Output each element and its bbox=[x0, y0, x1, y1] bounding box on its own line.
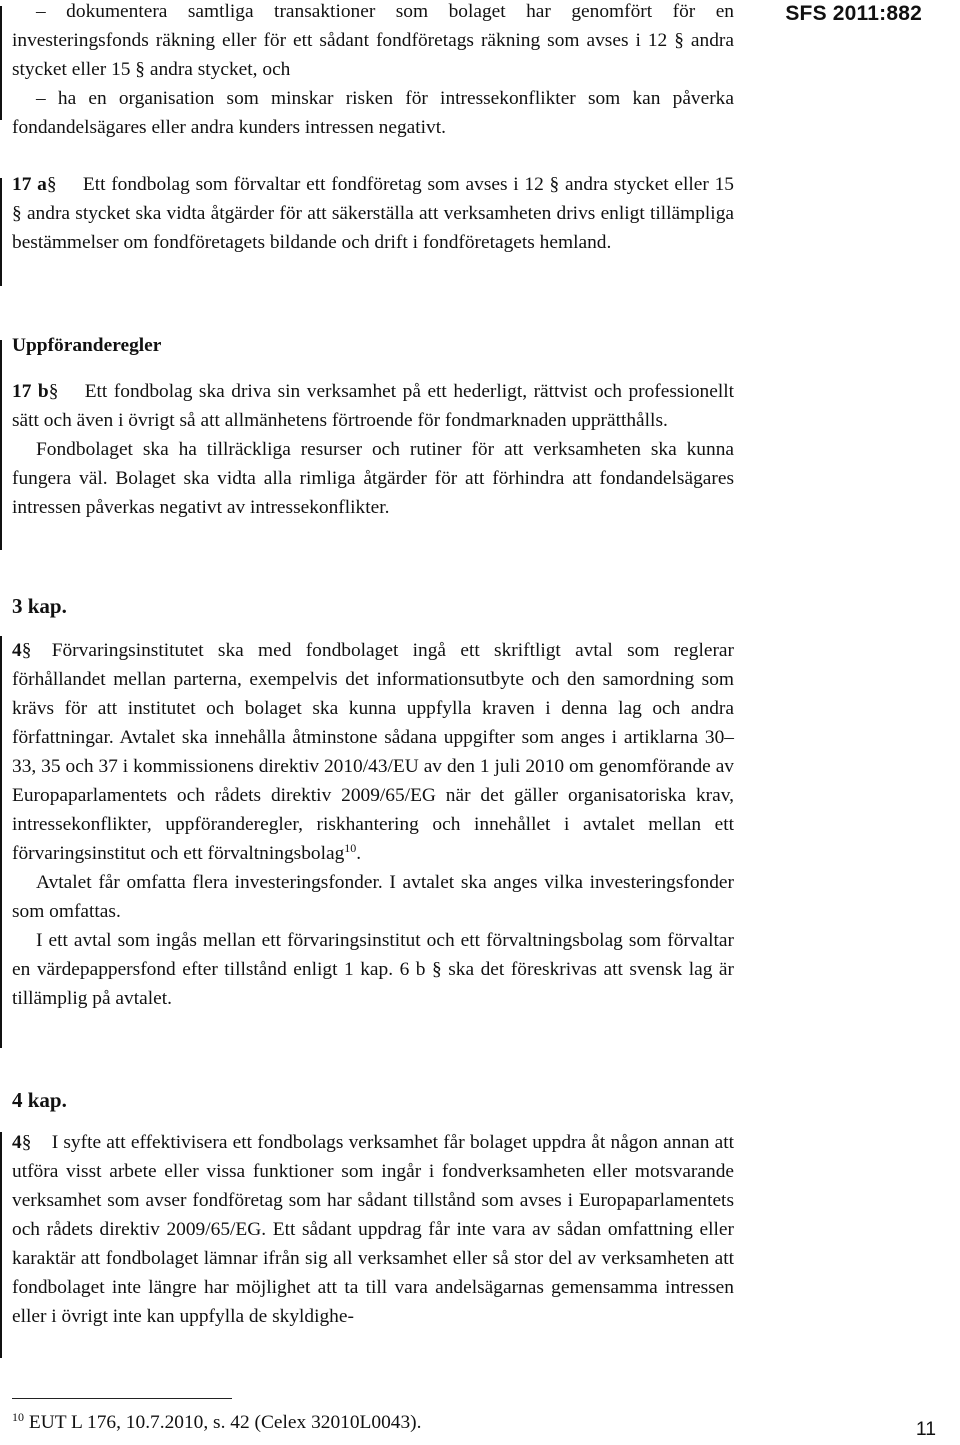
footnote-separator bbox=[12, 1398, 232, 1399]
section-3-4 bbox=[12, 636, 734, 1013]
page-number: 11 bbox=[915, 1418, 936, 1440]
section-number: 17 a bbox=[12, 174, 47, 195]
paragraph-symbol: § bbox=[21, 1132, 32, 1153]
section-17a bbox=[12, 170, 734, 257]
margin-change-bar bbox=[0, 6, 2, 120]
margin-change-bar bbox=[0, 178, 2, 286]
list-item: – dokumentera samtliga transaktioner som bolaget har genomfört för en investeringsfonds räkning eller för ett sådant fondföretags räkning som avses i 12 § andra stycket eller 15 § andra stycket, och bbox=[12, 1, 734, 80]
section-number: 17 b bbox=[12, 381, 49, 402]
footnote-text: EUT L 176, 10.7.2010, s. 42 (Celex 32010L0043). bbox=[28, 1412, 422, 1433]
sfs-number: SFS 2011:882 bbox=[785, 2, 922, 25]
paragraph-symbol: § bbox=[48, 381, 59, 402]
footnote-reference[interactable]: 10 bbox=[344, 841, 357, 855]
section-text: Ett fondbolag som förvaltar ett fondföretag som avses i 12 § andra stycket eller 15 § andra stycket ska vidta åtgärder för att säkerställa att verksamheten drivs enligt tillämpliga bestämmelser om fondföretagets bildande och drift i fondföretagets hemland. bbox=[12, 174, 735, 253]
margin-change-bar bbox=[0, 340, 2, 550]
section-4-4 bbox=[12, 1128, 734, 1331]
section-text-end: . bbox=[356, 843, 362, 864]
footnote bbox=[12, 1412, 421, 1434]
margin-change-bar bbox=[0, 636, 2, 1048]
section-number: 4 bbox=[12, 640, 22, 661]
list-block bbox=[12, 0, 734, 142]
section-paragraph: Avtalet får omfatta flera investeringsfonder. I avtalet ska anges vilka investeringsfonder som omfattas. bbox=[12, 872, 734, 922]
section-heading: Uppföranderegler bbox=[12, 335, 162, 356]
margin-change-bar bbox=[0, 1132, 2, 1358]
footnote-number: 10 bbox=[12, 1410, 24, 1424]
chapter-title: 3 kap. bbox=[12, 594, 67, 618]
section-number: 4 bbox=[12, 1132, 22, 1153]
section-17b bbox=[12, 377, 734, 522]
chapter-title: 4 kap. bbox=[12, 1088, 67, 1112]
section-text: Ett fondbolag ska driva sin verksamhet på ett hederligt, rättvist och professionellt sätt och även i övrigt så att allmänhetens förtroende för fondmarknaden upprätthålls. bbox=[12, 381, 734, 431]
section-text: I syfte att effektivisera ett fondbolags verksamhet får bolaget uppdra åt någon annan att utföra visst arbete eller vissa funktioner som ingår i fondverksamheten eller motsvarande verksamhet som avser fondföretag som har sådant tillstånd som avses i Europaparlamentets och rådets direktiv 2009/65/EG. Ett sådant uppdrag får inte vara av sådan omfattning eller karaktär att fondbolaget lämnar ifrån sig all verksamhet eller så stor del av verksamheten att fondbolaget inte längre har möjlighet att ta till vara andelsägarnas gemensamma intressen eller i övrigt inte kan uppfylla de skyldighe- bbox=[12, 1132, 734, 1327]
paragraph-symbol: § bbox=[46, 174, 57, 195]
section-text: Förvaringsinstitutet ska med fondbolaget ingå ett skriftligt avtal som reglerar förhållandet mellan parterna, exempelvis det informationsutbyte och den samordning som krävs för att institutet och bolaget ska kunna uppfylla kraven i denna lag och andra författningar. Avtalet ska innehålla åtminstone sådana uppgifter som anges i artiklarna 30–33, 35 och 37 i kommissionens direktiv 2010/43/EU av den 1 juli 2010 om genomförande av Europaparlamentets och rådets direktiv 2009/65/EG när det gäller organisatoriska krav, intressekonflikter, uppföranderegler, riskhantering och innehållet i avtalet mellan ett förvaringsinstitut och ett förvaltningsbolag bbox=[12, 640, 734, 864]
paragraph-symbol: § bbox=[21, 640, 32, 661]
section-paragraph: Fondbolaget ska ha tillräckliga resurser och rutiner för att verksamheten ska kunna fungera väl. Bolaget ska vidta alla rimliga åtgärder för att förhindra att fondandelsägares intressen påverkas negativt av intressekonflikter. bbox=[12, 439, 734, 518]
section-paragraph: I ett avtal som ingås mellan ett förvaringsinstitut och ett förvaltningsbolag som förvaltar en värdepappersfond efter tillstånd enligt 1 kap. 6 b § ska det föreskrivas att svensk lag är tillämplig på avtalet. bbox=[12, 930, 734, 1009]
list-item: – ha en organisation som minskar risken för intressekonflikter som kan påverka fondandelsägares eller andra kunders intressen negativt. bbox=[12, 88, 734, 138]
